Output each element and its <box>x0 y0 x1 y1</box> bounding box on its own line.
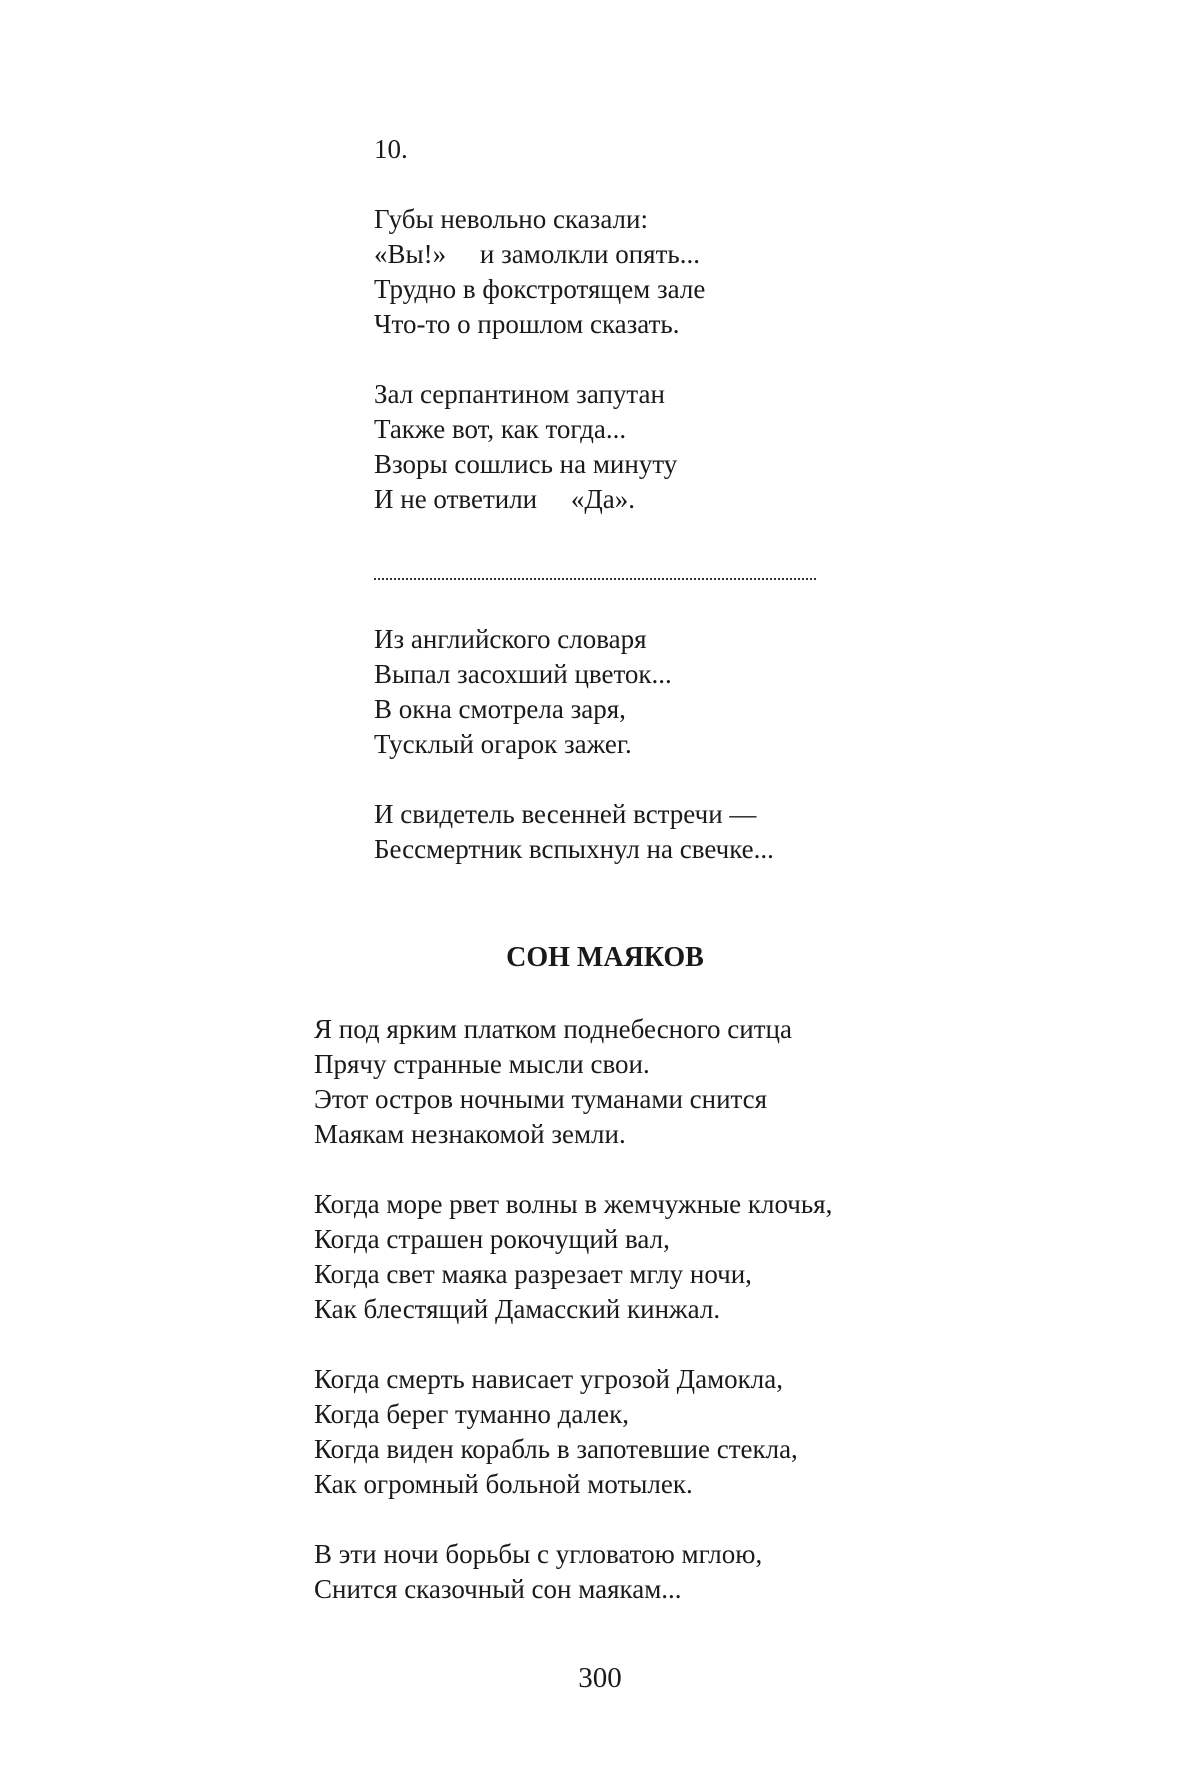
verse-line: Этот остров ночными туманами снится <box>314 1084 768 1114</box>
section-number: 10. <box>374 134 408 164</box>
verse-line: Бессмертник вспыхнул на свечке... <box>374 834 774 864</box>
page-number <box>0 1660 1200 1696</box>
verse-line: Я под ярким платком поднебесного ситца <box>314 1014 792 1044</box>
stanza <box>374 202 934 342</box>
verse-line: Маякам незнакомой земли. <box>314 1119 626 1149</box>
verse-line: Что-то о прошлом сказать. <box>374 309 680 339</box>
poem-fragment-10 <box>374 132 934 902</box>
verse-line: Когда страшен рокочущий вал, <box>314 1224 670 1254</box>
verse-line: И не ответили «Да». <box>374 484 636 514</box>
stanza <box>314 1187 954 1327</box>
verse-line: Из английского словаря <box>374 624 647 654</box>
stanza <box>314 1537 954 1607</box>
verse-line: Выпал засохший цветок... <box>374 659 672 689</box>
stanza <box>374 797 934 867</box>
verse-line: Как огромный больной мотылек. <box>314 1469 693 1499</box>
poem-title <box>0 940 1200 976</box>
verse-line: Трудно в фокстротящем зале <box>374 274 706 304</box>
verse-line: «Вы!» и замолкли опять... <box>374 239 700 269</box>
page-number-text: 300 <box>578 1662 622 1694</box>
verse-line: И свидетель весенней встречи — <box>374 799 757 829</box>
verse-line: Губы невольно сказали: <box>374 204 648 234</box>
verse-line: Когда море рвет волны в жемчужные клочья, <box>314 1189 833 1219</box>
poem-title-text: СОН МАЯКОВ <box>506 942 704 973</box>
verse-line: Когда свет маяка разрезает мглу ночи, <box>314 1259 752 1289</box>
verse-line: Также вот, как тогда... <box>374 414 627 444</box>
stanza <box>374 622 934 762</box>
verse-line: Как блестящий Дамасский кинжал. <box>314 1294 721 1324</box>
verse-line: Тусклый огарок зажег. <box>374 729 632 759</box>
verse-line: Когда берег туманно далек, <box>314 1399 629 1429</box>
verse-line: В окна смотрела заря, <box>374 694 626 724</box>
verse-line: Прячу странные мысли свои. <box>314 1049 650 1079</box>
verse-line: Взоры сошлись на минуту <box>374 449 678 479</box>
dotted-separator <box>374 552 816 587</box>
verse-line: Когда виден корабль в запотевшие стекла, <box>314 1434 798 1464</box>
stanza <box>314 1362 954 1502</box>
stanza <box>374 377 934 517</box>
poem-body <box>314 1012 954 1642</box>
verse-line: Зал серпантином запутан <box>374 379 665 409</box>
stanza <box>314 1012 954 1152</box>
verse-line: В эти ночи борьбы с угловатою мглою, <box>314 1539 763 1569</box>
verse-line: Когда смерть нависает угрозой Дамокла, <box>314 1364 783 1394</box>
verse-line: Снится сказочный сон маякам... <box>314 1574 682 1604</box>
